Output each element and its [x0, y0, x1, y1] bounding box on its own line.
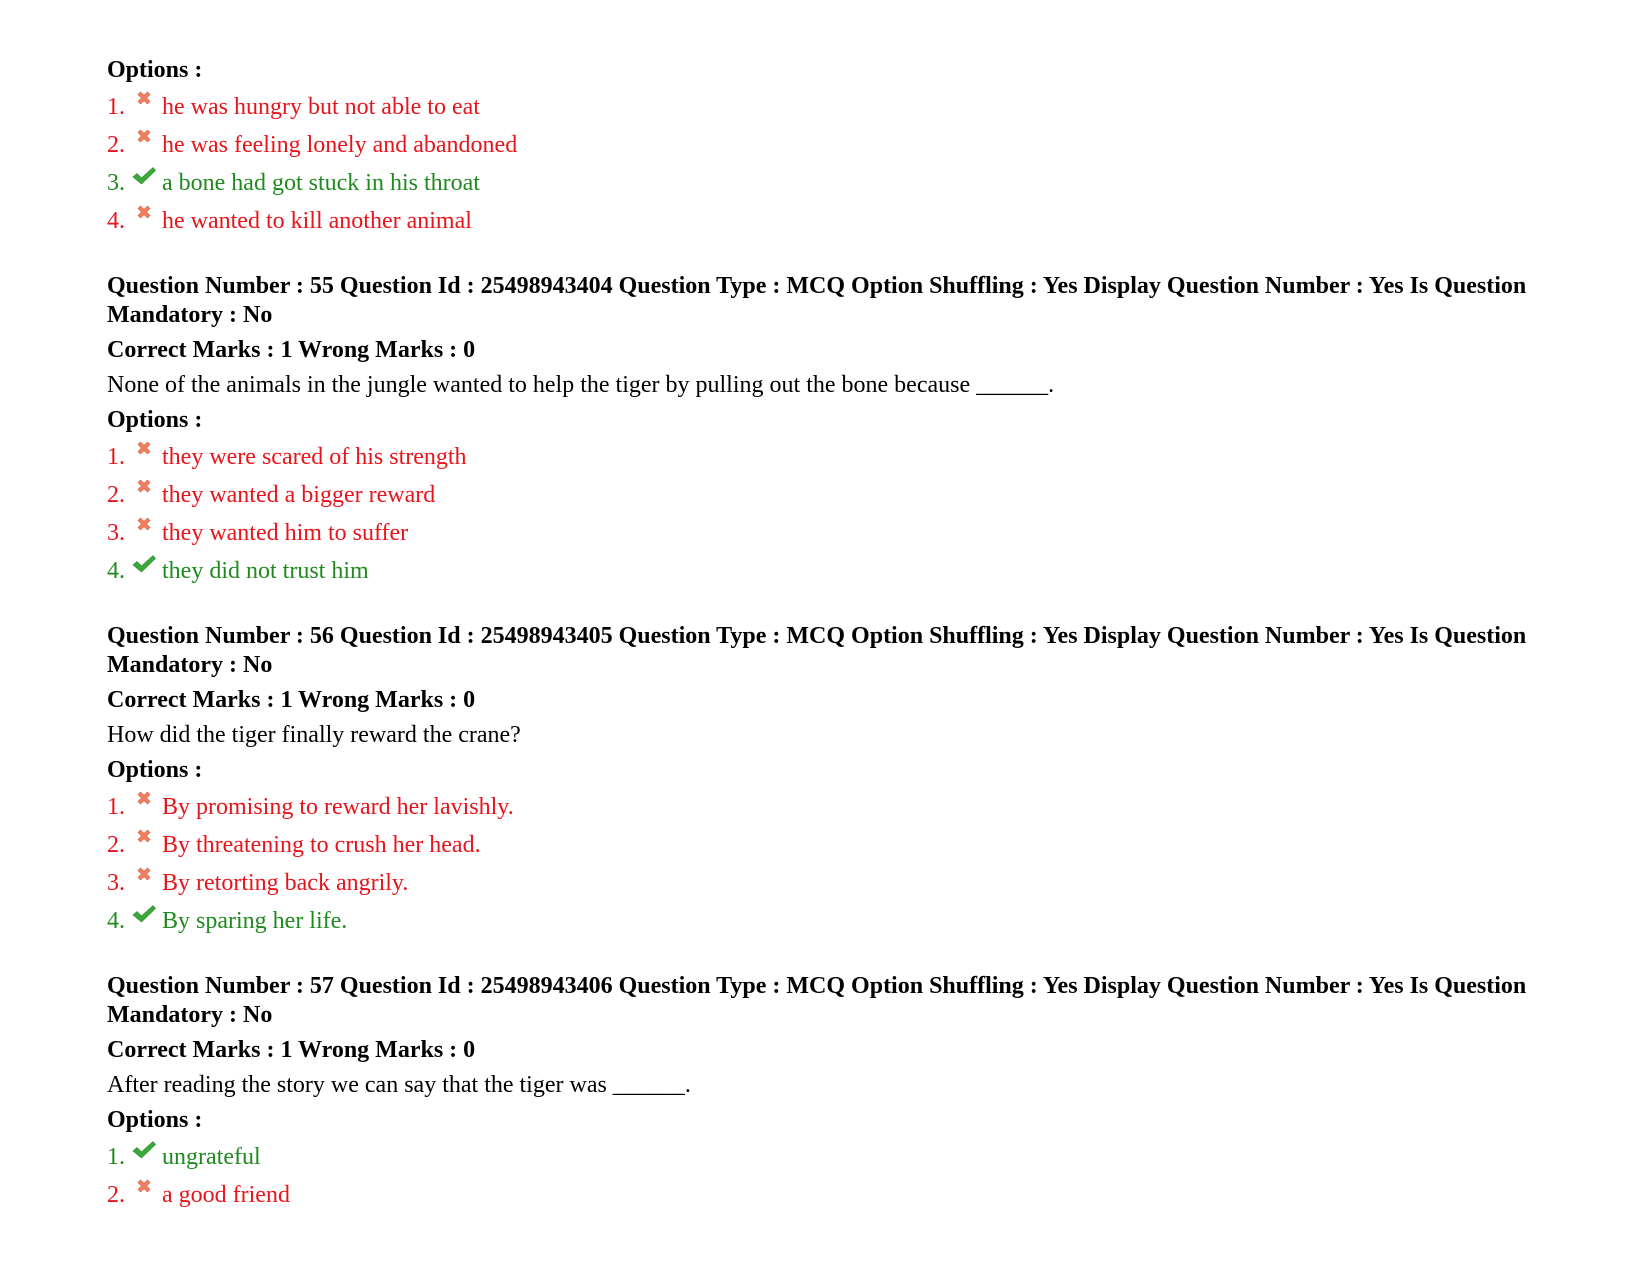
question-marks: Correct Marks : 1 Wrong Marks : 0: [107, 1037, 476, 1063]
option-number: 2.: [107, 831, 125, 858]
options-label: Options :: [107, 57, 203, 83]
question-block: [107, 56, 1557, 240]
option-text: he was hungry but not able to eat: [162, 93, 480, 120]
option-number: 1.: [107, 443, 125, 470]
option-text: they were scared of his strength: [162, 443, 467, 470]
question-marks: Correct Marks : 1 Wrong Marks : 0: [107, 687, 476, 713]
option-number: 2.: [107, 481, 125, 508]
option-item: [107, 826, 1557, 864]
document-page: [107, 56, 1557, 1214]
options-label: Options :: [107, 757, 203, 783]
option-item: [107, 1176, 1557, 1214]
option-item: [107, 1138, 1557, 1176]
cross-icon: [131, 477, 157, 501]
cross-icon: [131, 89, 157, 113]
options-list: [107, 1138, 1557, 1214]
options-list: [107, 788, 1557, 940]
cross-icon: [131, 439, 157, 463]
option-item: [107, 864, 1557, 902]
option-number: 1.: [107, 1143, 125, 1170]
option-item: [107, 902, 1557, 940]
option-number: 1.: [107, 93, 125, 120]
check-icon: [131, 553, 157, 577]
option-text: he wanted to kill another animal: [162, 207, 472, 234]
option-item: [107, 88, 1557, 126]
option-number: 3.: [107, 519, 125, 546]
option-number: 3.: [107, 869, 125, 896]
check-icon: [131, 903, 157, 927]
option-number: 3.: [107, 169, 125, 196]
check-icon: [131, 165, 157, 189]
option-number: 1.: [107, 793, 125, 820]
option-text: a good friend: [162, 1181, 290, 1208]
cross-icon: [131, 515, 157, 539]
cross-icon: [131, 1177, 157, 1201]
option-text: he was feeling lonely and abandoned: [162, 131, 518, 158]
option-text: they wanted him to suffer: [162, 519, 409, 546]
option-number: 4.: [107, 557, 125, 584]
option-item: [107, 126, 1557, 164]
options-label: Options :: [107, 1107, 203, 1133]
question-block: [107, 272, 1557, 590]
option-text: By sparing her life.: [162, 907, 348, 934]
cross-icon: [131, 865, 157, 889]
option-item: [107, 438, 1557, 476]
option-item: [107, 514, 1557, 552]
option-number: 4.: [107, 907, 125, 934]
option-number: 4.: [107, 207, 125, 234]
option-item: [107, 788, 1557, 826]
option-item: [107, 202, 1557, 240]
option-text: By promising to reward her lavishly.: [162, 793, 514, 820]
option-number: 2.: [107, 131, 125, 158]
question-block: [107, 622, 1557, 940]
question-text: None of the animals in the jungle wanted to help the tiger by pulling out the bone because ______.: [107, 372, 1055, 398]
check-icon: [131, 1139, 157, 1163]
question-block: [107, 972, 1557, 1214]
options-label: Options :: [107, 407, 203, 433]
option-item: [107, 476, 1557, 514]
question-header: Question Number : 56 Question Id : 25498943405 Question Type : MCQ Option Shuffling : Yes Display Question Number : Yes Is Question Mandatory : No: [107, 623, 1527, 678]
question-header: Question Number : 55 Question Id : 25498943404 Question Type : MCQ Option Shuffling : Yes Display Question Number : Yes Is Question Mandatory : No: [107, 273, 1527, 328]
options-list: [107, 88, 1557, 240]
cross-icon: [131, 127, 157, 151]
option-number: 2.: [107, 1181, 125, 1208]
cross-icon: [131, 789, 157, 813]
option-text: they wanted a bigger reward: [162, 481, 436, 508]
question-marks: Correct Marks : 1 Wrong Marks : 0: [107, 337, 476, 363]
option-item: [107, 164, 1557, 202]
question-text: How did the tiger finally reward the crane?: [107, 722, 521, 748]
question-text: After reading the story we can say that the tiger was ______.: [107, 1072, 691, 1098]
cross-icon: [131, 827, 157, 851]
cross-icon: [131, 203, 157, 227]
option-text: By threatening to crush her head.: [162, 831, 481, 858]
question-header: Question Number : 57 Question Id : 25498943406 Question Type : MCQ Option Shuffling : Yes Display Question Number : Yes Is Question Mandatory : No: [107, 973, 1527, 1028]
option-text: a bone had got stuck in his throat: [162, 169, 480, 196]
options-list: [107, 438, 1557, 590]
option-item: [107, 552, 1557, 590]
option-text: they did not trust him: [162, 557, 369, 584]
option-text: By retorting back angrily.: [162, 869, 409, 896]
option-text: ungrateful: [162, 1143, 261, 1170]
